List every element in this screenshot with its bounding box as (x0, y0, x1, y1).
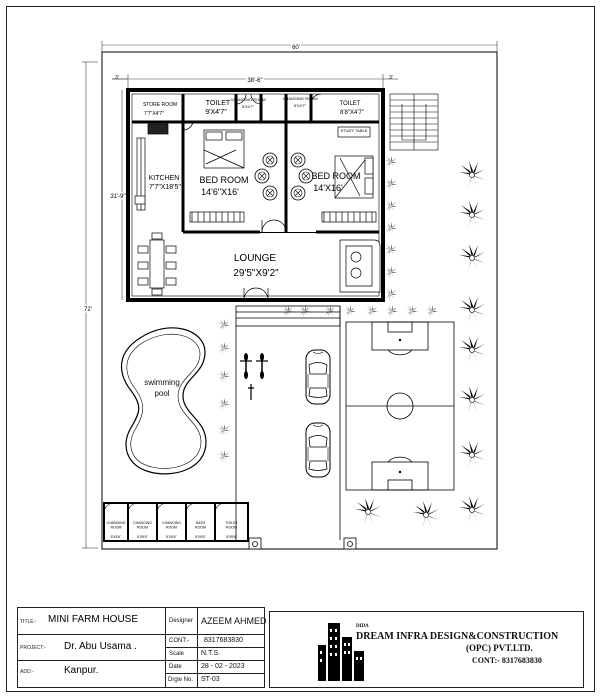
lounge-sofa (340, 240, 380, 292)
title-value: MINI FARM HOUSE (48, 614, 139, 625)
bottom-room-size: 5'X5'6" (195, 535, 206, 539)
bottom-room-name: ROOM (110, 525, 122, 530)
bottom-room-name: CHANGING (133, 521, 152, 525)
date-value: 28 - 02 - 2023 (201, 663, 245, 670)
pool-shape (122, 328, 206, 474)
dim-right-setback: 3' (389, 75, 393, 81)
shrubs (218, 156, 438, 462)
toilet-right-size: 8'8"X4'7" (340, 110, 364, 116)
company-block (269, 611, 584, 688)
company-logo-text: DIDA (356, 624, 369, 629)
drawing-no-label: Drgw No. (168, 677, 194, 683)
bed-left-name: BED ROOM (199, 175, 249, 185)
company-contact: CONT:- 8317683830 (472, 656, 542, 665)
dim-house-width: 38'-6" (247, 78, 263, 84)
kitchen-fixtures (135, 124, 168, 210)
add-value: Kanpur. (64, 665, 99, 676)
kitchen-name: KITCHEN (148, 175, 180, 182)
bottom-room-size: 5'X5'6" (137, 535, 148, 539)
scale-label: Scale (169, 651, 185, 657)
dim-house-depth: 31'-9" (110, 194, 126, 200)
car-top (306, 350, 330, 404)
staircase (390, 94, 438, 150)
toilet-right-name: TOILET (339, 101, 361, 107)
lounge-size: 29'5"X9'2" (233, 268, 279, 279)
bottom-room-name: CHANGING (162, 521, 181, 525)
bottom-room-name: ROOM (226, 525, 237, 530)
store-room-size: 7'7"X4'7" (144, 111, 164, 117)
store-room-name: STORE ROOM (142, 102, 178, 108)
bottom-room-name: ROOM (137, 525, 148, 530)
bed-right-name: BED ROOM (311, 171, 361, 181)
contact-value: 8317683830 (204, 637, 243, 644)
bottom-room-name: BATH (195, 521, 206, 525)
bottom-room-size: 5'X5'6" (110, 535, 122, 539)
changing-left-name: CHANGING ROOM (230, 97, 266, 102)
dim-overall-width: 60' (292, 45, 300, 51)
dimension-top (82, 41, 497, 548)
bed-left-size: 14'6"X16' (201, 187, 239, 197)
project-label: PROJECT:- (20, 645, 46, 651)
add-label: ADD:- (20, 669, 34, 675)
lounge-name: LOUNGE (233, 253, 277, 264)
bottom-room-size: 5'X5'6" (166, 535, 177, 539)
bike-right (256, 353, 268, 379)
project-value: Dr. Abu Usama . (64, 641, 137, 652)
scale-value: N.T.S. (201, 650, 221, 657)
dining-table (138, 233, 176, 295)
bottom-room-name: ROOM (166, 525, 177, 530)
kitchen-size: 7'7"X18'5" (149, 184, 181, 191)
toilet-left-size: 9'X4'7" (205, 109, 227, 116)
bottom-room-name: CHANGING (106, 521, 126, 525)
bed-right-size: 14'X16' (313, 183, 343, 193)
drawing-no-value: ST-03 (201, 676, 220, 683)
dim-overall-depth: 72' (84, 307, 92, 313)
bike-left (240, 353, 252, 379)
date-label: Date (169, 664, 182, 670)
company-name: DREAM INFRA DESIGN&CONSTRUCTION (356, 631, 559, 642)
driveway (236, 306, 340, 540)
contact-label: CONT:- (169, 638, 189, 644)
bottom-room-name: ROOM (195, 525, 206, 530)
chairs (255, 153, 313, 200)
car-bottom (306, 423, 330, 477)
title-block (17, 607, 265, 688)
study-table-label: STUDY TABLE (340, 128, 368, 133)
changing-left-size: 5'X4'7" (241, 104, 255, 109)
dim-left-setback: 3' (115, 75, 119, 81)
bottom-room-name: TOILET (225, 521, 238, 525)
changing-right-name: CHANGING ROOM (282, 96, 318, 101)
bottom-room-size: 5'X5'6" (226, 535, 237, 539)
title-label: TITLE:- (20, 619, 37, 625)
designer-label: Designer (169, 618, 194, 624)
football-field (346, 322, 454, 490)
pool-label: swimming pool (144, 378, 180, 398)
toilet-left-name: TOILET (205, 100, 231, 107)
bench (248, 384, 254, 400)
company-type: (OPC) PVT.LTD. (466, 643, 533, 653)
designer-value: AZEEM AHMED (201, 616, 267, 626)
changing-right-size: 5'X4'7" (293, 103, 307, 108)
